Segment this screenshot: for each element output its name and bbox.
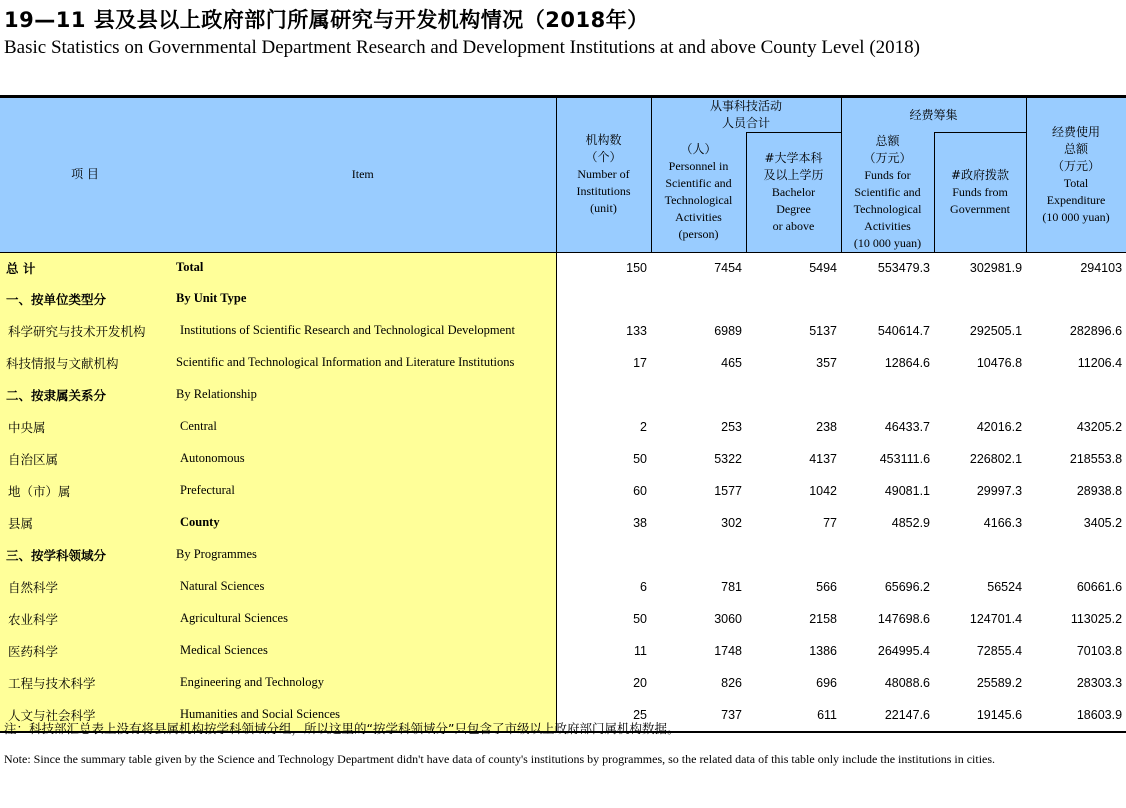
table-row — [0, 443, 1126, 475]
header-institutions — [556, 98, 651, 253]
cell-institutions: 50 — [633, 451, 647, 466]
cell-bachelor: 238 — [816, 419, 838, 434]
header-funds-line: 总额 — [875, 133, 900, 148]
cell-funds: 4852.9 — [891, 515, 931, 530]
table-header — [0, 98, 1126, 253]
cell-funds: 540614.7 — [877, 323, 931, 338]
table-row — [0, 475, 1126, 507]
cell-bachelor: 357 — [816, 355, 838, 370]
cell-government: 29997.3 — [976, 483, 1023, 498]
header-funds-line: Activities — [864, 218, 911, 233]
header-funds — [841, 133, 934, 253]
cell-expenditure: 218553.8 — [1069, 451, 1123, 466]
cell-bachelor: 1386 — [809, 643, 838, 658]
cell-institutions: 6 — [640, 579, 647, 594]
cell-expenditure — [1026, 379, 1126, 411]
cell-government: 4166.3 — [983, 515, 1023, 530]
cell-personnel — [651, 379, 746, 411]
header-personnel-line: Scientific and — [665, 176, 732, 190]
cell-institutions — [556, 379, 651, 411]
cell-funds: 453111.6 — [879, 451, 931, 466]
header-funds-line: (10 000 yuan) — [853, 235, 922, 250]
cell-funds: 553479.3 — [877, 260, 931, 275]
header-institutions-line: (unit) — [590, 201, 617, 216]
header-bachelor-line: Bachelor — [771, 184, 816, 199]
row-label-en: Prefectural — [170, 475, 556, 507]
header-personnel-line: Technological — [664, 193, 733, 207]
cell-personnel: 302 — [721, 515, 742, 530]
header-bachelor-line: Degree — [776, 201, 811, 216]
cell-institutions: 50 — [633, 611, 647, 626]
cell-funds: 22147.6 — [884, 707, 931, 722]
cell-bachelor: 611 — [817, 707, 838, 722]
cell-bachelor: 5494 — [809, 260, 838, 275]
header-personnel-group — [651, 98, 841, 133]
cell-personnel: 253 — [721, 419, 742, 434]
row-label-en: Agricultural Sciences — [170, 603, 556, 635]
cell-funds — [841, 283, 934, 315]
cell-bachelor: 566 — [816, 579, 838, 594]
header-item-en: Item — [170, 98, 556, 253]
row-label-cn: 农业科学 — [0, 603, 170, 635]
header-government-line: #政府拨款 — [950, 167, 1010, 182]
header-bachelor-line: 及以上学历 — [763, 167, 824, 182]
cell-institutions: 20 — [633, 675, 647, 690]
cell-funds: 147698.6 — [877, 611, 931, 626]
row-label-cn: 医药科学 — [0, 635, 170, 667]
note-en: Note: Since the summary table given by the Science and Technology Department didn't have data of county's institutions by programmes, so the related data of this table only include the institutions in cities. — [4, 752, 996, 766]
cell-funds: 46433.7 — [884, 419, 931, 434]
header-bachelor — [746, 133, 841, 253]
header-government — [934, 133, 1026, 253]
cell-government — [934, 379, 1026, 411]
header-personnel-line: Personnel in — [668, 159, 729, 173]
header-item-cn: 项 目 — [0, 98, 170, 253]
header-personnel-line: (person) — [678, 227, 719, 241]
cell-bachelor — [746, 539, 841, 571]
cell-expenditure: 28303.3 — [1076, 675, 1123, 690]
header-expenditure-line: Total — [1063, 175, 1089, 190]
table-row — [0, 571, 1126, 603]
cell-government: 25589.2 — [976, 675, 1023, 690]
cell-personnel: 6989 — [714, 323, 742, 338]
row-label-en: Natural Sciences — [170, 571, 556, 603]
cell-expenditure — [1026, 539, 1126, 571]
header-funds-group — [841, 98, 1026, 133]
row-label-cn: 自治区属 — [0, 443, 170, 475]
cell-institutions — [556, 539, 651, 571]
cell-government: 19145.6 — [976, 707, 1023, 722]
header-personnel-line: （人） — [680, 142, 717, 156]
table-row — [0, 507, 1126, 539]
cell-personnel: 5322 — [714, 451, 742, 466]
row-label-cn: 二、按隶属关系分 — [0, 379, 170, 411]
row-label-en: Humanities and Social Sciences — [170, 699, 556, 731]
cell-government: 124701.4 — [969, 611, 1023, 626]
table-row — [0, 347, 1126, 379]
cell-expenditure — [1026, 283, 1126, 315]
cell-government: 226802.1 — [969, 451, 1023, 466]
cell-institutions: 133 — [626, 323, 647, 338]
row-label-cn: 地（市）属 — [0, 475, 170, 507]
cell-personnel: 1577 — [714, 483, 742, 498]
statistics-table — [0, 97, 1126, 731]
header-funds-line: Technological — [853, 201, 922, 216]
cell-institutions: 25 — [633, 707, 647, 722]
cell-institutions: 11 — [634, 643, 647, 658]
row-label-en: Institutions of Scientific Research and Technological Development — [170, 315, 556, 347]
row-label-cn: 总 计 — [0, 252, 170, 283]
cell-personnel — [651, 539, 746, 571]
table-row — [0, 315, 1126, 347]
row-label-en: Total — [170, 252, 556, 283]
cell-government: 56524 — [987, 579, 1023, 594]
row-label-cn: 三、按学科领域分 — [0, 539, 170, 571]
row-label-en: Engineering and Technology — [170, 667, 556, 699]
cell-government: 72855.4 — [976, 643, 1023, 658]
cell-personnel: 7454 — [714, 260, 742, 275]
cell-institutions — [556, 283, 651, 315]
cell-expenditure: 70103.8 — [1076, 643, 1123, 658]
cell-bachelor: 77 — [823, 515, 838, 530]
page-title-cn: 19—11 县及县以上政府部门所属研究与开发机构情况（2018年） — [4, 8, 649, 32]
cell-bachelor — [746, 283, 841, 315]
row-label-cn: 科学研究与技术开发机构 — [0, 315, 170, 347]
cell-expenditure: 3405.2 — [1083, 515, 1123, 530]
cell-expenditure: 43205.2 — [1076, 419, 1123, 434]
cell-expenditure: 11206.4 — [1077, 355, 1123, 370]
row-label-cn: 县属 — [0, 507, 170, 539]
row-label-en: County — [170, 507, 556, 539]
header-institutions-line: Institutions — [576, 184, 631, 199]
cell-personnel: 826 — [721, 675, 742, 690]
cell-expenditure: 113025.2 — [1070, 611, 1123, 626]
cell-personnel: 465 — [721, 355, 742, 370]
header-institutions-line: （个） — [585, 150, 622, 165]
cell-personnel — [651, 283, 746, 315]
header-personnel-line: Activities — [675, 210, 722, 224]
row-label-cn: 科技情报与文献机构 — [0, 347, 170, 379]
cell-government: 292505.1 — [969, 323, 1023, 338]
cell-expenditure: 282896.6 — [1069, 323, 1123, 338]
table-row — [0, 411, 1126, 443]
header-expenditure — [1026, 98, 1126, 253]
header-government-line: Funds from — [952, 184, 1008, 199]
header-funds-line: （万元） — [863, 150, 912, 165]
cell-personnel: 737 — [721, 707, 742, 722]
row-label-cn: 中央属 — [0, 411, 170, 443]
cell-expenditure: 18603.9 — [1076, 707, 1123, 722]
row-label-en: By Unit Type — [170, 283, 556, 315]
cell-funds: 48088.6 — [884, 675, 931, 690]
cell-personnel: 1748 — [714, 643, 742, 658]
cell-personnel: 781 — [721, 579, 742, 594]
table-row — [0, 667, 1126, 699]
header-funds-line: Funds for — [864, 167, 911, 182]
table-row — [0, 539, 1126, 571]
table-body — [0, 252, 1126, 731]
cell-expenditure: 60661.6 — [1076, 579, 1123, 594]
header-government-line: Government — [950, 201, 1011, 216]
cell-funds: 49081.1 — [884, 483, 931, 498]
table-row — [0, 252, 1126, 283]
row-label-en: Autonomous — [170, 443, 556, 475]
header-institutions-line: 机构数 — [585, 133, 622, 148]
header-personnel-group-line: 人员合计 — [722, 116, 771, 130]
header-bachelor-line: or above — [772, 218, 815, 233]
header-institutions-line: Number of — [577, 167, 630, 182]
header-expenditure-line: 经费使用 — [1052, 124, 1101, 139]
cell-bachelor: 1042 — [809, 483, 838, 498]
cell-government — [934, 283, 1026, 315]
cell-institutions: 17 — [633, 355, 647, 370]
cell-bachelor: 2158 — [809, 611, 838, 626]
table-row — [0, 283, 1126, 315]
header-personnel-group-line: 从事科技活动 — [710, 99, 783, 113]
row-label-en: Medical Sciences — [170, 635, 556, 667]
row-label-en: Central — [170, 411, 556, 443]
row-label-en: By Relationship — [170, 379, 556, 411]
cell-funds — [841, 379, 934, 411]
note-cn: 注：科技部汇总表上没有将县属机构按学科领域分组，所以这里的“按学科领域分”只包含了市级以上政府部门属机构数据。 — [4, 721, 680, 736]
table-row — [0, 603, 1126, 635]
row-label-cn: 人文与社会科学 — [0, 699, 170, 731]
cell-bachelor: 4137 — [809, 451, 838, 466]
cell-funds — [841, 539, 934, 571]
header-expenditure-line: （万元） — [1052, 158, 1101, 173]
cell-institutions: 60 — [633, 483, 647, 498]
cell-funds: 12864.6 — [884, 355, 931, 370]
cell-government: 10476.8 — [976, 355, 1023, 370]
header-funds-line: Scientific and — [854, 184, 921, 199]
cell-institutions: 38 — [633, 515, 647, 530]
statistics-table-container — [0, 95, 1126, 733]
cell-government: 42016.2 — [976, 419, 1023, 434]
header-expenditure-line: Expenditure — [1046, 192, 1106, 207]
row-label-cn: 一、按单位类型分 — [0, 283, 170, 315]
cell-institutions: 2 — [640, 419, 647, 434]
row-label-en: Scientific and Technological Information and Literature Institutions — [170, 347, 556, 379]
header-personnel — [651, 133, 746, 253]
header-bachelor-line: #大学本科 — [764, 150, 823, 165]
cell-bachelor: 5137 — [809, 323, 838, 338]
header-expenditure-line: (10 000 yuan) — [1042, 209, 1110, 224]
cell-funds: 65696.2 — [884, 579, 931, 594]
cell-bachelor: 696 — [816, 675, 838, 690]
header-funds-group-line: 经费筹集 — [909, 107, 958, 122]
cell-expenditure: 28938.8 — [1076, 483, 1123, 498]
cell-expenditure: 294103 — [1080, 260, 1123, 275]
page-title-en: Basic Statistics on Governmental Department Research and Development Institutions at and above County Level (2018) — [4, 37, 920, 58]
row-label-cn: 工程与技术科学 — [0, 667, 170, 699]
table-row — [0, 635, 1126, 667]
row-label-en: By Programmes — [170, 539, 556, 571]
cell-institutions: 150 — [626, 260, 647, 275]
table-row — [0, 379, 1126, 411]
cell-government — [934, 539, 1026, 571]
header-expenditure-line: 总额 — [1064, 141, 1089, 156]
cell-government: 302981.9 — [969, 260, 1023, 275]
row-label-cn: 自然科学 — [0, 571, 170, 603]
cell-bachelor — [746, 379, 841, 411]
cell-funds: 264995.4 — [877, 643, 931, 658]
cell-personnel: 3060 — [714, 611, 742, 626]
